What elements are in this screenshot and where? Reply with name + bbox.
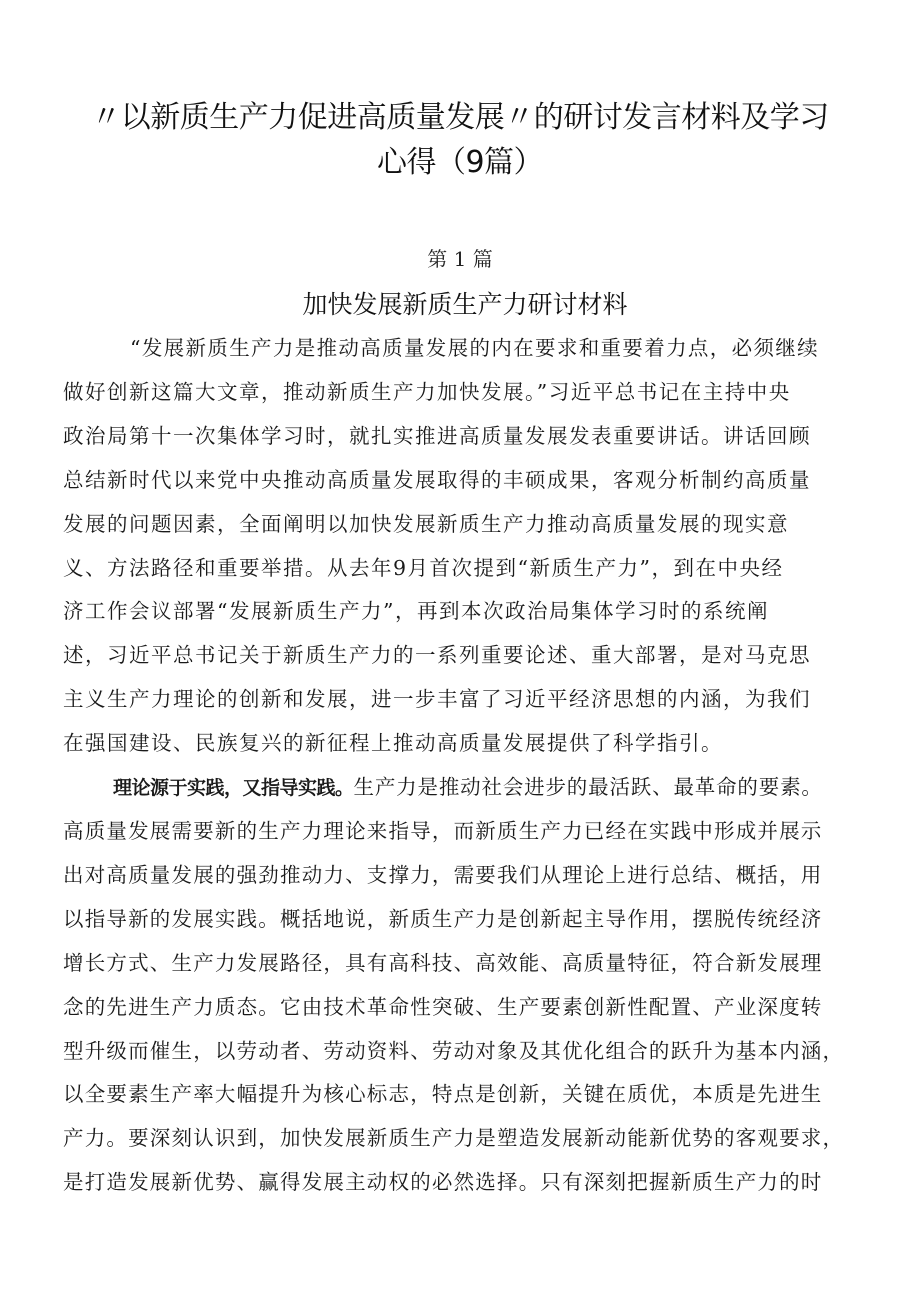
paragraph-line: 出对高质量发展的强劲推动力、支撑力，需要我们从理论上进行总结、概括，用 [63, 863, 823, 887]
paragraph-line: 高质量发展需要新的生产力理论来指导，而新质生产力已经在实践中形成并展示 [63, 819, 823, 843]
paragraph-line: 以指导新的发展实践。概括地说，新质生产力是创新起主导作用，摆脱传统经济 [63, 907, 823, 931]
paragraph-line: 念的先进生产力质态。它由技术革命性突破、生产要素创新性配置、产业深度转 [63, 995, 823, 1019]
paragraph-line-rest: 生产力是推动社会进步的最活跃、最革命的要素。 [353, 775, 823, 799]
paragraph-line: 以全要素生产率大幅提升为核心标志，特点是创新，关键在质优，本质是先进生 [63, 1082, 823, 1106]
section-number: 第 1 篇 [427, 247, 493, 271]
paragraph-line: 济工作会议部署“发展新质生产力”，再到本次政治局集体学习时的系统阐 [63, 599, 769, 623]
paragraph-lead-sentence: 理论源于实践，又指导实践。 [113, 777, 354, 799]
paragraph-line: 做好创新这篇大文章，推动新质生产力加快发展。”习近平总书记在主持中央 [63, 380, 791, 404]
paragraph-line: 增长方式、生产力发展路径，具有高科技、高效能、高质量特征，符合新发展理 [63, 951, 823, 975]
section-heading: 加快发展新质生产力研讨材料 [302, 290, 628, 319]
paragraph-line: 产力。要深刻认识到，加快发展新质生产力是塑造发展新动能新优势的客观要求， [63, 1126, 845, 1150]
paragraph-line: 述，习近平总书记关于新质生产力的一系列重要论述、重大部署，是对马克思 [63, 643, 811, 667]
paragraph-line: “发展新质生产力是推动高质量发展的内在要求和重要着力点，必须继续 [130, 336, 819, 360]
paragraph-line: 发展的问题因素，全面阐明以加快发展新质生产力推动高质量发展的现实意 [63, 512, 789, 536]
document-title-line-1: 〃以新质生产力促进高质量发展〃的研讨发言材料及学习 [91, 100, 829, 135]
paragraph-first-line [113, 772, 920, 803]
paragraph-line: 政治局第十一次集体学习时，就扎实推进高质量发展发表重要讲话。讲话回顾 [63, 424, 811, 448]
paragraph-line: 义、方法路径和重要举措。从去年9月首次提到“新质生产力”，到在中央经 [63, 556, 784, 580]
paragraph-line: 主义生产力理论的创新和发展，进一步丰富了习近平经济思想的内涵，为我们 [63, 687, 811, 711]
paragraph-line: 型升级而催生，以劳动者、劳动资料、劳动对象及其优化组合的跃升为基本内涵， [63, 1039, 845, 1063]
paragraph-line: 总结新时代以来党中央推动高质量发展取得的丰硕成果，客观分析制约高质量 [63, 468, 811, 492]
document-title-line-2: 心得（9篇） [376, 145, 544, 180]
paragraph-line: 是打造发展新优势、赢得发展主动权的必然选择。只有深刻把握新质生产力的时 [63, 1170, 823, 1194]
paragraph-line: 在强国建设、民族复兴的新征程上推动高质量发展提供了科学指引。 [63, 731, 723, 755]
